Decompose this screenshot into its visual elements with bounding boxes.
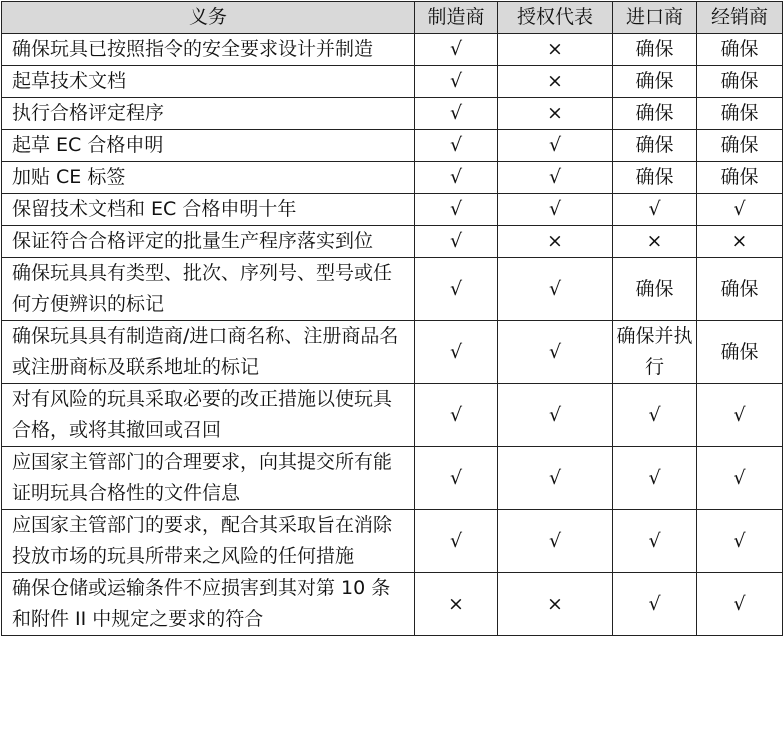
importer-cell: √ [613,194,697,226]
manufacturer-cell: √ [415,258,498,321]
header-duty: 义务 [2,2,415,34]
duty-cell: 确保玩具已按照指令的安全要求设计并制造 [2,34,415,66]
authorized-rep-cell: √ [498,510,613,573]
manufacturer-cell: × [415,573,498,636]
distributor-cell: 确保 [697,130,783,162]
importer-cell: 确保并执行 [613,321,697,384]
table-row [2,130,783,162]
duty-cell: 应国家主管部门的合理要求，向其提交所有能证明玩具合格性的文件信息 [2,447,415,510]
duty-cell: 保留技术文档和 EC 合格申明十年 [2,194,415,226]
manufacturer-cell: √ [415,510,498,573]
authorized-rep-cell: √ [498,321,613,384]
manufacturer-cell: √ [415,226,498,258]
duty-cell: 起草 EC 合格申明 [2,130,415,162]
importer-cell: 确保 [613,34,697,66]
importer-cell: 确保 [613,162,697,194]
distributor-cell: × [697,226,783,258]
importer-cell: √ [613,447,697,510]
authorized-rep-cell: × [498,66,613,98]
importer-cell: 确保 [613,130,697,162]
table-row [2,194,783,226]
distributor-cell: √ [697,384,783,447]
manufacturer-cell: √ [415,34,498,66]
duty-cell: 起草技术文档 [2,66,415,98]
importer-cell: 确保 [613,258,697,321]
manufacturer-cell: √ [415,130,498,162]
distributor-cell: √ [697,194,783,226]
table-body [2,34,783,636]
duty-cell: 加贴 CE 标签 [2,162,415,194]
duty-cell: 保证符合合格评定的批量生产程序落实到位 [2,226,415,258]
authorized-rep-cell: √ [498,258,613,321]
table-row [2,384,783,447]
distributor-cell: √ [697,447,783,510]
table-row [2,34,783,66]
table-row [2,258,783,321]
duty-cell: 确保玩具具有类型、批次、序列号、型号或任何方便辨识的标记 [2,258,415,321]
obligations-table [1,1,783,636]
manufacturer-cell: √ [415,447,498,510]
importer-cell: √ [613,384,697,447]
manufacturer-cell: √ [415,162,498,194]
authorized-rep-cell: √ [498,447,613,510]
importer-cell: × [613,226,697,258]
distributor-cell: √ [697,573,783,636]
authorized-rep-cell: √ [498,162,613,194]
importer-cell: 确保 [613,66,697,98]
table-row [2,447,783,510]
distributor-cell: 确保 [697,98,783,130]
header-manufacturer: 制造商 [415,2,498,34]
duty-cell: 应国家主管部门的要求，配合其采取旨在消除投放市场的玩具所带来之风险的任何措施 [2,510,415,573]
distributor-cell: 确保 [697,162,783,194]
table-row [2,162,783,194]
duty-cell: 对有风险的玩具采取必要的改正措施以使玩具合格，或将其撤回或召回 [2,384,415,447]
manufacturer-cell: √ [415,194,498,226]
importer-cell: 确保 [613,98,697,130]
manufacturer-cell: √ [415,98,498,130]
manufacturer-cell: √ [415,384,498,447]
authorized-rep-cell: √ [498,384,613,447]
authorized-rep-cell: √ [498,130,613,162]
header-importer: 进口商 [613,2,697,34]
manufacturer-cell: √ [415,66,498,98]
header-row [2,2,783,34]
duty-cell: 执行合格评定程序 [2,98,415,130]
importer-cell: √ [613,510,697,573]
distributor-cell: 确保 [697,258,783,321]
distributor-cell: 确保 [697,34,783,66]
table-row [2,226,783,258]
authorized-rep-cell: × [498,573,613,636]
authorized-rep-cell: × [498,34,613,66]
distributor-cell: √ [697,510,783,573]
header-authorized-rep: 授权代表 [498,2,613,34]
authorized-rep-cell: √ [498,194,613,226]
importer-cell: √ [613,573,697,636]
duty-cell: 确保玩具具有制造商/进口商名称、注册商品名或注册商标及联系地址的标记 [2,321,415,384]
authorized-rep-cell: × [498,226,613,258]
manufacturer-cell: √ [415,321,498,384]
table-row [2,573,783,636]
table-row [2,98,783,130]
header-distributor: 经销商 [697,2,783,34]
table-row [2,321,783,384]
table-row [2,510,783,573]
distributor-cell: 确保 [697,66,783,98]
authorized-rep-cell: × [498,98,613,130]
distributor-cell: 确保 [697,321,783,384]
table-row [2,66,783,98]
duty-cell: 确保仓储或运输条件不应损害到其对第 10 条和附件 II 中规定之要求的符合 [2,573,415,636]
